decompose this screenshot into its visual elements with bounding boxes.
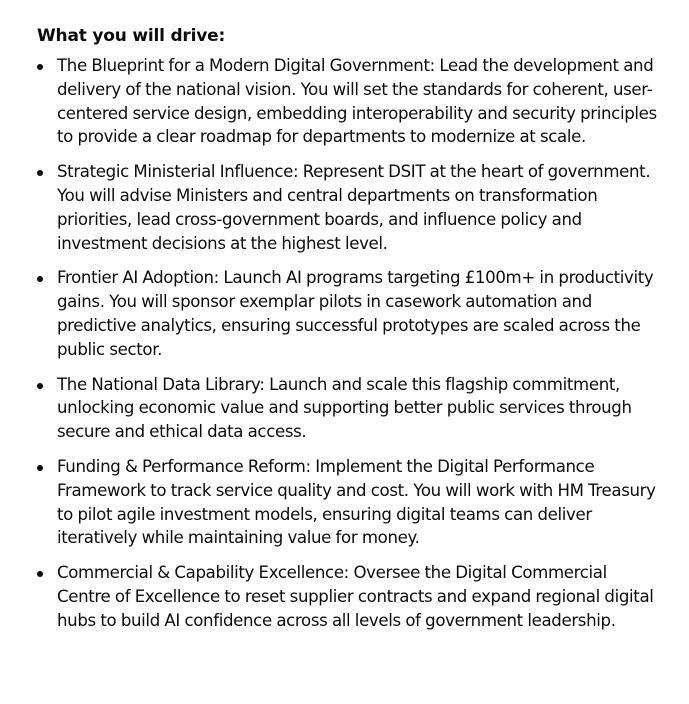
list-item-text: The Blueprint for a Modern Digital Government: Lead the development and delivery of the national vision. You will set the standards for coherent, user-centered service design, embedding interoperability and security principles to provide a clear roadmap for departments to modernize at scale. (57, 56, 657, 147)
section-heading: What you will drive: (37, 26, 226, 46)
bullet-icon (37, 465, 43, 471)
list-item-text: Funding & Performance Reform: Implement the Digital Performance Framework to track service quality and cost. You will work with HM Treasury to pilot agile investment models, ensuring digital teams can deliver iteratively while maintaining value for money. (57, 456, 656, 548)
bullet-icon (37, 383, 43, 389)
job-description-section (37, 24, 657, 644)
list-item-text: The National Data Library: Launch and scale this flagship commitment, unlocking economic value and supporting better public services through secure and ethical data access. (57, 374, 632, 442)
list-item (37, 373, 657, 444)
bullet-list (37, 54, 657, 633)
list-item (37, 266, 657, 361)
bullet-icon (37, 170, 43, 176)
list-item (37, 455, 657, 550)
list-item (37, 54, 657, 149)
bullet-icon (37, 64, 43, 70)
list-item (37, 160, 657, 255)
list-item-text: Commercial & Capability Excellence: Oversee the Digital Commercial Centre of Excellence to reset supplier contracts and expand regional digital hubs to build AI confidence across all levels of government leadership. (57, 563, 654, 630)
bullet-icon (37, 571, 43, 577)
list-item-text: Frontier AI Adoption: Launch AI programs targeting £100m+ in productivity gains. You will sponsor exemplar pilots in casework automation and predictive analytics, ensuring successful prototypes are scaled across the public sector. (57, 268, 654, 359)
bullet-icon (37, 276, 43, 282)
list-item-text: Strategic Ministerial Influence: Represent DSIT at the heart of government. You will advise Ministers and central departments on transformation priorities, lead cross-government boards, and influence policy and investment decisions at the highest level. (57, 162, 651, 253)
list-item (37, 561, 657, 632)
